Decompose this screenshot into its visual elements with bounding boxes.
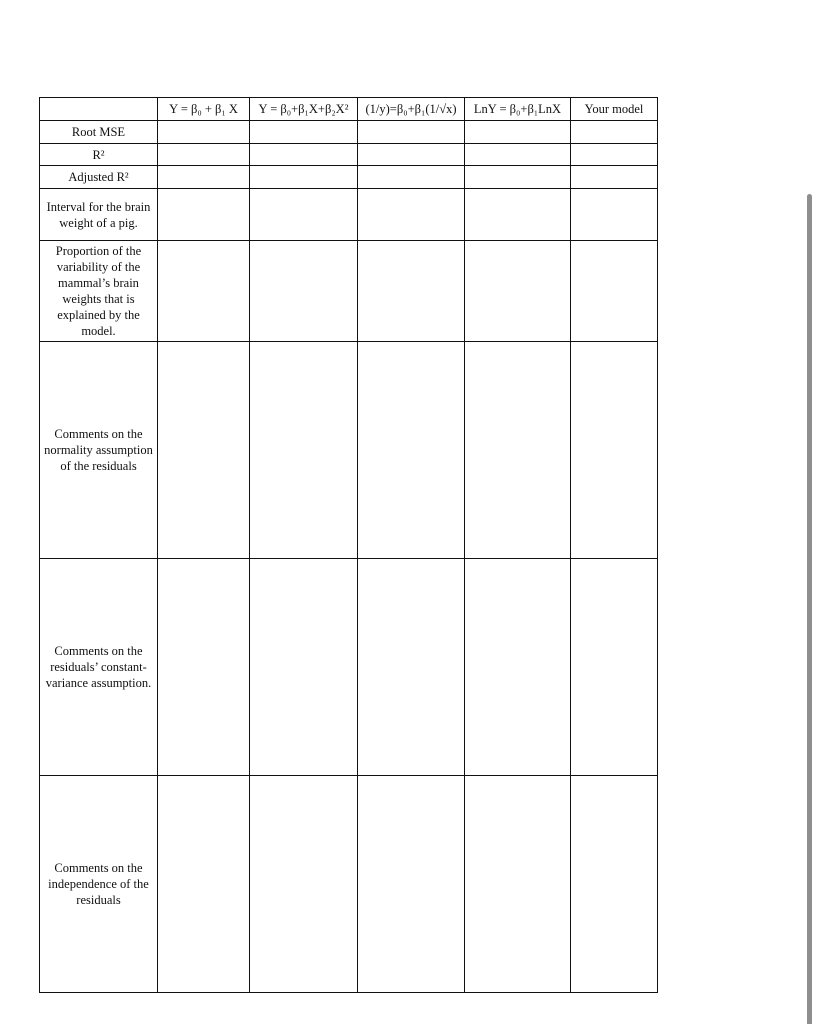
answer-cell[interactable] [250, 241, 358, 342]
answer-cell[interactable] [158, 776, 250, 993]
answer-cell[interactable] [571, 342, 658, 559]
row-label-r-squared: R² [40, 144, 158, 166]
row-label-normality-comments: Comments on the normality assumption of the residuals [40, 342, 158, 559]
vertical-scrollbar[interactable] [807, 194, 812, 1024]
table-row [40, 342, 658, 559]
answer-cell[interactable] [250, 144, 358, 166]
answer-cell[interactable] [358, 166, 465, 189]
row-label-variability-proportion: Proportion of the variability of the mammal’s brain weights that is explained by the model. [40, 241, 158, 342]
header-corner [40, 98, 158, 121]
answer-cell[interactable] [571, 189, 658, 241]
answer-cell[interactable] [250, 776, 358, 993]
table-row [40, 144, 658, 166]
answer-cell[interactable] [158, 189, 250, 241]
answer-cell[interactable] [358, 144, 465, 166]
answer-cell[interactable] [358, 776, 465, 993]
answer-cell[interactable] [571, 776, 658, 993]
header-row [40, 98, 658, 121]
answer-cell[interactable] [465, 342, 571, 559]
row-label-root-mse: Root MSE [40, 121, 158, 144]
answer-cell[interactable] [465, 559, 571, 776]
answer-cell[interactable] [358, 189, 465, 241]
header-log-model: LnY = β₀+β₁LnX [465, 98, 571, 121]
answer-cell[interactable] [465, 241, 571, 342]
answer-cell[interactable] [358, 241, 465, 342]
table-row [40, 241, 658, 342]
header-reciprocal-model: (1/y)=β₀+β₁(1/√x) [358, 98, 465, 121]
answer-cell[interactable] [465, 121, 571, 144]
row-label-variance-comments: Comments on the residuals’ constant- variance assumption. [40, 559, 158, 776]
answer-cell[interactable] [250, 559, 358, 776]
answer-cell[interactable] [465, 166, 571, 189]
table-row [40, 121, 658, 144]
row-label-adjusted-r-squared: Adjusted R² [40, 166, 158, 189]
model-comparison-table [39, 97, 658, 993]
answer-cell[interactable] [250, 166, 358, 189]
header-linear-model: Y = β₀ + β₁ X [158, 98, 250, 121]
answer-cell[interactable] [158, 342, 250, 559]
table-row [40, 166, 658, 189]
header-your-model: Your model [571, 98, 658, 121]
answer-cell[interactable] [250, 189, 358, 241]
answer-cell[interactable] [158, 144, 250, 166]
row-label-pig-interval: Interval for the brain weight of a pig. [40, 189, 158, 241]
answer-cell[interactable] [158, 166, 250, 189]
table-row [40, 559, 658, 776]
table-row [40, 776, 658, 993]
answer-cell[interactable] [465, 776, 571, 993]
answer-cell[interactable] [571, 559, 658, 776]
answer-cell[interactable] [158, 559, 250, 776]
answer-cell[interactable] [571, 166, 658, 189]
answer-cell[interactable] [250, 342, 358, 559]
table-row [40, 189, 658, 241]
answer-cell[interactable] [465, 144, 571, 166]
answer-cell[interactable] [358, 559, 465, 776]
row-label-independence-comments: Comments on the independence of the residuals [40, 776, 158, 993]
answer-cell[interactable] [158, 241, 250, 342]
answer-cell[interactable] [465, 189, 571, 241]
answer-cell[interactable] [571, 121, 658, 144]
answer-cell[interactable] [250, 121, 358, 144]
answer-cell[interactable] [358, 342, 465, 559]
answer-cell[interactable] [571, 241, 658, 342]
answer-cell[interactable] [158, 121, 250, 144]
answer-cell[interactable] [571, 144, 658, 166]
header-quadratic-model: Y = β₀+β₁X+β₂X² [250, 98, 358, 121]
answer-cell[interactable] [358, 121, 465, 144]
